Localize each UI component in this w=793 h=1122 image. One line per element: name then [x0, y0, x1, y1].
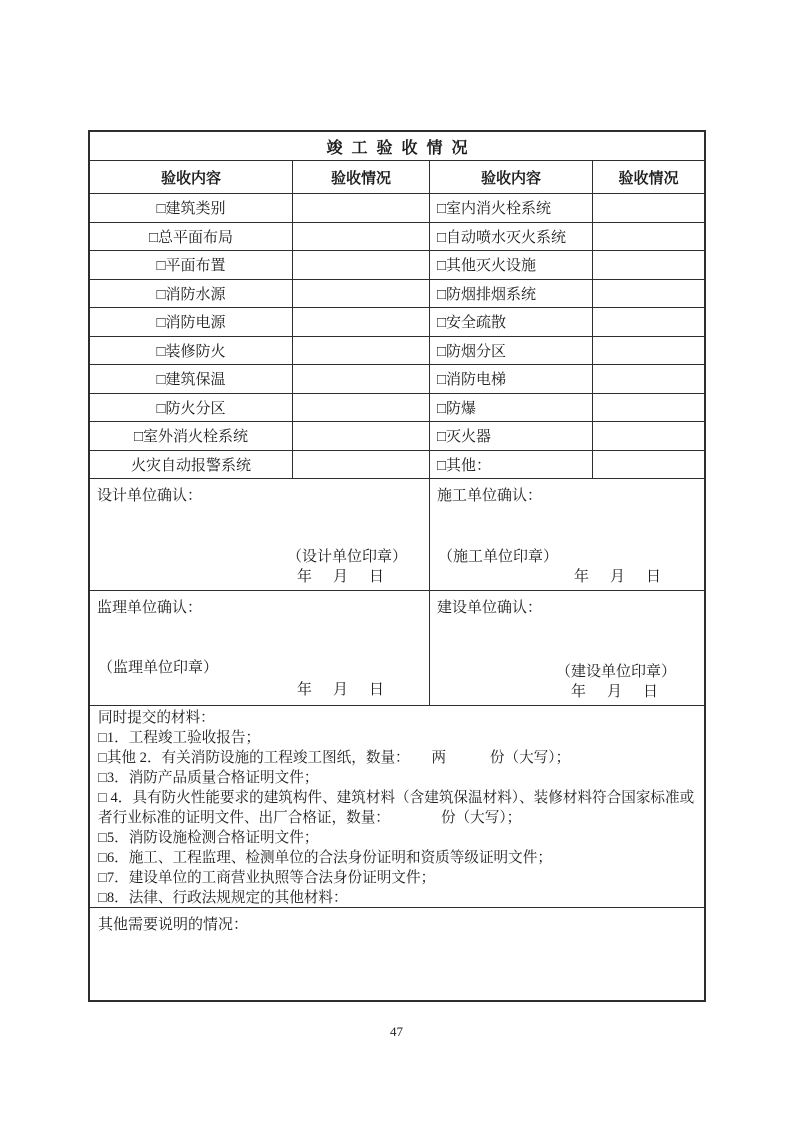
status-cell — [592, 194, 704, 222]
table-row — [90, 337, 704, 366]
status-cell — [592, 451, 704, 479]
acceptance-item: 火灾自动报警系统 — [130, 457, 251, 474]
status-cell — [292, 308, 429, 336]
table-row — [90, 223, 704, 252]
status-cell — [592, 223, 704, 251]
acceptance-item: □消防电梯 — [429, 365, 592, 393]
material-item: □7．建设单位的工商营业执照等合法身份证明文件； — [98, 870, 436, 886]
material-item: □ 4．具有防火性能要求的建筑构件、建筑材料（含建筑保温材料）、装修材料符合国家标准或者行业标准的证明文件、出厂合格证，数量： 份（大写）； — [98, 790, 695, 826]
confirmation-row-2 — [90, 591, 704, 706]
completion-acceptance-form — [88, 130, 706, 1002]
status-cell — [592, 308, 704, 336]
column-header-content-right: 验收内容 — [429, 161, 592, 193]
table-row — [90, 280, 704, 309]
status-cell — [292, 451, 429, 479]
column-header-status-left: 验收情况 — [292, 161, 429, 193]
construction-unit-date-line: 年 月 日 — [573, 569, 664, 585]
column-header-content-left: 验收内容 — [160, 170, 221, 187]
status-cell — [292, 337, 429, 365]
material-item: □8．法律、行政法规规定的其他材料： — [98, 890, 348, 906]
status-cell — [292, 365, 429, 393]
page-number: 47 — [390, 1024, 403, 1039]
material-item: □6．施工、工程监理、检测单位的合法身份证明和资质等级证明文件； — [98, 850, 552, 866]
status-cell — [292, 422, 429, 450]
acceptance-item: □建筑保温 — [156, 372, 226, 389]
supervision-unit-confirmation-box — [90, 591, 429, 705]
acceptance-item: □自动喷水灭火系统 — [429, 223, 592, 251]
construction-unit-seal-note: （施工单位印章） — [438, 549, 559, 565]
acceptance-item: □防烟排烟系统 — [429, 280, 592, 308]
supervision-unit-confirm-label: 监理单位确认： — [97, 600, 203, 616]
status-cell — [592, 280, 704, 308]
table-row — [90, 194, 704, 223]
acceptance-item: □室外消火栓系统 — [133, 429, 249, 446]
status-cell — [292, 194, 429, 222]
table-row — [90, 422, 704, 451]
table-row — [90, 394, 704, 423]
acceptance-item: □其他灭火设施 — [429, 251, 592, 279]
acceptance-item: □平面布置 — [156, 258, 226, 275]
construction-unit-confirm-label: 施工单位确认： — [437, 488, 543, 504]
table-row — [90, 251, 704, 280]
material-item: □其他 2．有关消防设施的工程竣工图纸，数量： 两 份（大写）； — [98, 750, 571, 766]
design-unit-confirm-label: 设计单位确认： — [97, 488, 203, 504]
table-row — [90, 451, 704, 480]
acceptance-item: □建筑类别 — [156, 201, 226, 218]
table-row — [90, 308, 704, 337]
status-cell — [292, 394, 429, 422]
acceptance-item: □消防水源 — [156, 286, 226, 303]
column-header-row — [90, 161, 704, 194]
status-cell — [292, 223, 429, 251]
status-cell — [592, 365, 704, 393]
acceptance-item: □其他： — [429, 451, 592, 479]
acceptance-item: □灭火器 — [429, 422, 592, 450]
acceptance-item: □防火分区 — [156, 400, 226, 417]
status-cell — [292, 280, 429, 308]
builder-unit-seal-note: （建设单位印章） — [555, 664, 676, 680]
acceptance-item: □消防电源 — [156, 315, 226, 332]
submitted-materials-section — [90, 706, 704, 908]
material-item: □1．工程竣工验收报告； — [98, 730, 261, 746]
design-unit-confirmation-box — [90, 479, 429, 590]
builder-unit-date-line: 年 月 日 — [570, 684, 661, 700]
acceptance-item: □总平面布局 — [148, 229, 234, 246]
confirmation-row-1 — [90, 479, 704, 591]
status-cell — [592, 251, 704, 279]
acceptance-item: □室内消火栓系统 — [429, 194, 592, 222]
material-item: □5．消防设施检测合格证明文件； — [98, 830, 319, 846]
material-item: □3．消防产品质量合格证明文件； — [98, 770, 319, 786]
acceptance-item: □防爆 — [429, 394, 592, 422]
supervision-unit-seal-note: （监理单位印章） — [98, 660, 219, 676]
supervision-unit-date-line: 年 月 日 — [296, 682, 387, 698]
form-title: 竣工验收情况 — [90, 132, 704, 161]
other-notes-heading: 其他需要说明的情况： — [98, 917, 249, 933]
builder-unit-confirmation-box — [429, 591, 704, 705]
acceptance-item: □安全疏散 — [429, 308, 592, 336]
acceptance-item: □防烟分区 — [429, 337, 592, 365]
construction-unit-confirmation-box — [429, 479, 704, 590]
other-notes-section — [90, 908, 704, 1000]
design-unit-date-line: 年 月 日 — [296, 569, 387, 585]
status-cell — [592, 394, 704, 422]
builder-unit-confirm-label: 建设单位确认： — [437, 600, 543, 616]
design-unit-seal-note: （设计单位印章） — [286, 549, 407, 565]
column-header-status-right: 验收情况 — [592, 161, 704, 193]
acceptance-item: □装修防火 — [156, 343, 226, 360]
status-cell — [592, 337, 704, 365]
materials-heading: 同时提交的材料： — [98, 710, 215, 726]
status-cell — [292, 251, 429, 279]
status-cell — [592, 422, 704, 450]
table-row — [90, 365, 704, 394]
